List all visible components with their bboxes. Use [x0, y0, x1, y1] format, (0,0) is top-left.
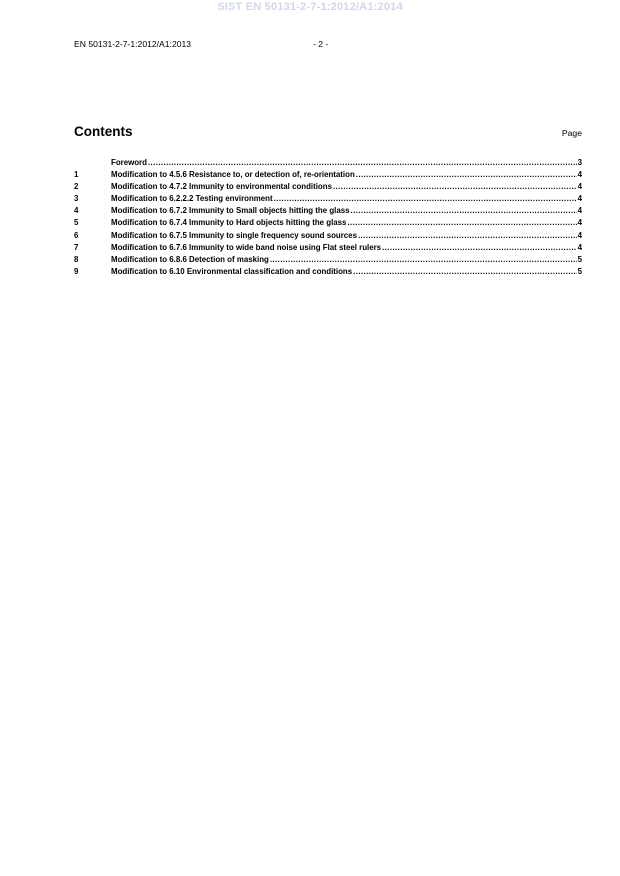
toc-entry-page: 4	[577, 194, 582, 204]
watermark: SIST EN 50131-2-7-1:2012/A1:2014	[217, 1, 403, 13]
toc-entry-page: 4	[577, 206, 582, 216]
toc-entry-3[interactable]	[74, 193, 582, 205]
dot-leader	[356, 169, 577, 181]
toc-entry-number: 8	[74, 254, 79, 264]
toc-entry-page: 4	[577, 170, 582, 180]
toc-entry-number: 2	[74, 182, 79, 192]
dot-leader	[274, 193, 577, 205]
toc-entry-title: Foreword	[111, 158, 147, 167]
toc-entry-number: 9	[74, 266, 79, 276]
toc-entry-page: 4	[577, 218, 582, 228]
toc-entry-page: 4	[577, 230, 582, 240]
toc-entry-page: 3	[577, 158, 582, 167]
dot-leader	[270, 254, 577, 266]
dot-leader	[382, 242, 577, 254]
toc-entry-number: 5	[74, 218, 79, 228]
toc-entry-title: Modification to 6.7.5 Immunity to single frequency sound sources	[111, 230, 357, 240]
contents-title: Contents	[74, 124, 133, 139]
dot-leader	[353, 266, 576, 278]
toc-entry-foreword[interactable]	[74, 157, 582, 169]
toc-entry-title: Modification to 6.8.6 Detection of masking	[111, 254, 269, 264]
toc-entry-number: 7	[74, 242, 79, 252]
toc-entry-page: 4	[577, 182, 582, 192]
document-code: EN 50131-2-7-1:2012/A1:2013	[74, 39, 192, 49]
toc-entry-page: 5	[577, 254, 582, 264]
toc-entry-number: 6	[74, 230, 79, 240]
toc-entry-number: 3	[74, 194, 79, 204]
dot-leader	[148, 157, 577, 169]
toc-entry-2[interactable]	[74, 181, 582, 193]
toc-entry-1[interactable]	[74, 169, 582, 181]
dot-leader	[333, 181, 577, 193]
dot-leader	[347, 217, 576, 229]
toc-entry-title: Modification to 6.7.2 Immunity to Small objects hitting the glass	[111, 206, 350, 216]
toc-entry-5[interactable]	[74, 217, 582, 229]
page-column-label: Page	[561, 128, 582, 138]
toc-entry-page: 4	[577, 242, 582, 252]
contents-heading	[74, 124, 582, 142]
dot-leader	[358, 230, 577, 242]
toc-entry-4[interactable]	[74, 205, 582, 217]
toc-entry-title: Modification to 6.7.4 Immunity to Hard objects hitting the glass	[111, 218, 347, 228]
table-of-contents	[74, 157, 582, 278]
toc-entry-7[interactable]	[74, 242, 582, 254]
toc-entry-title: Modification to 6.7.6 Immunity to wide band noise using Flat steel rulers	[111, 242, 382, 252]
toc-entry-title: Modification to 4.7.2 Immunity to environmental conditions	[111, 182, 332, 192]
toc-entry-8[interactable]	[74, 254, 582, 266]
page-number: - 2 -	[313, 39, 329, 49]
dot-leader	[351, 205, 577, 217]
toc-entry-6[interactable]	[74, 230, 582, 242]
toc-entry-title: Modification to 4.5.6 Resistance to, or detection of, re-orientation	[111, 170, 355, 180]
toc-entry-9[interactable]	[74, 266, 582, 278]
toc-entry-number: 4	[74, 206, 79, 216]
toc-entry-number: 1	[74, 170, 79, 180]
toc-entry-page: 5	[577, 266, 582, 276]
toc-entry-title: Modification to 6.2.2.2 Testing environment	[111, 194, 273, 204]
toc-entry-title: Modification to 6.10 Environmental classification and conditions	[111, 266, 353, 276]
